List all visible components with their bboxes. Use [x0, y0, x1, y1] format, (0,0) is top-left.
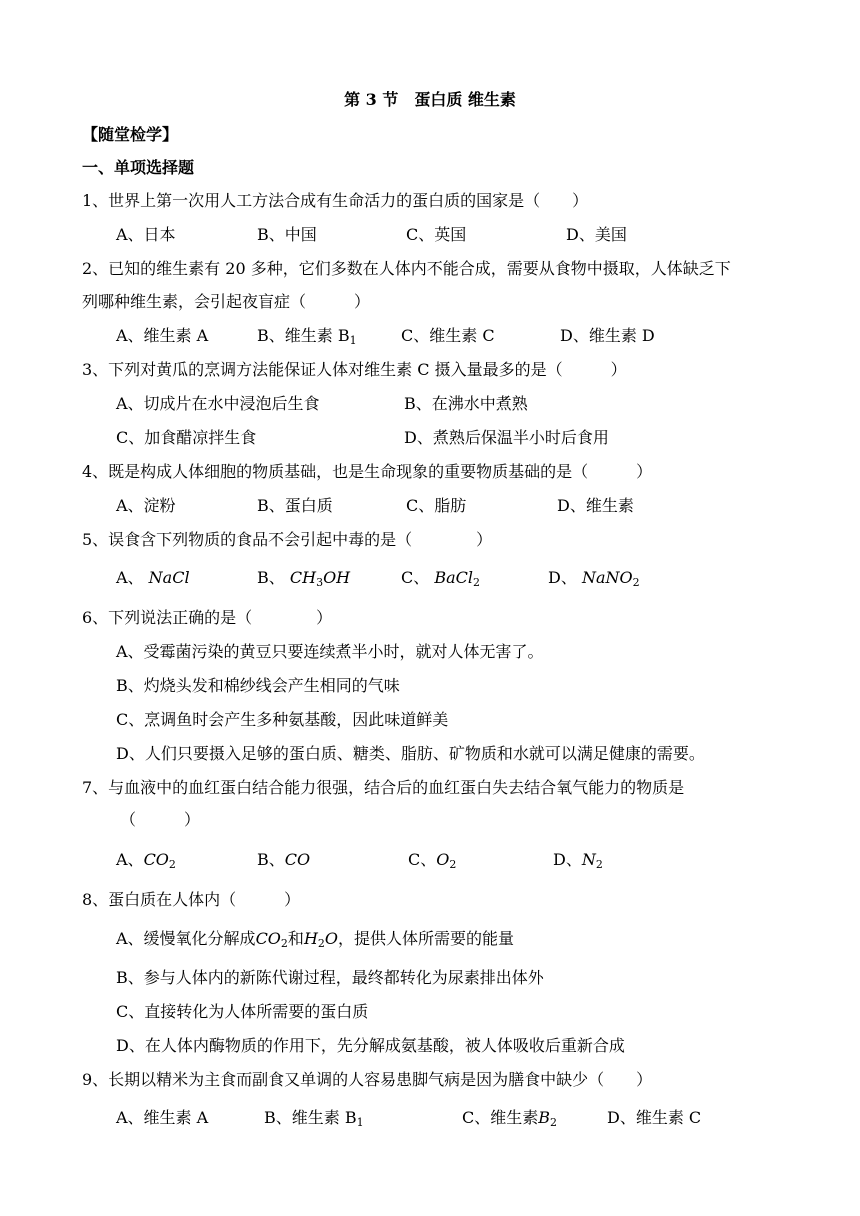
- q7-option-a-label: A、: [116, 850, 144, 869]
- q7-formula-n2-sub: 2: [595, 858, 603, 871]
- q8-option-d: D、在人体内酶物质的作用下，先分解成氨基酸，被人体吸收后重新合成: [116, 1036, 625, 1055]
- q7-option-b-label: B、: [257, 850, 285, 869]
- q9-option-d: D、维生素 C: [607, 1108, 702, 1127]
- q3-option-d: D、煮熟后保温半小时后食用: [404, 428, 609, 447]
- q5-formula-bacl2: BaCl: [434, 568, 473, 587]
- q4-option-b: B、蛋白质: [257, 496, 333, 515]
- q5-option-b: [257, 568, 350, 588]
- q3-option-c: C、加食醋凉拌生食: [116, 428, 257, 447]
- q4-option-a: A、淀粉: [116, 496, 176, 515]
- q9-option-c-sub: 2: [550, 1116, 558, 1129]
- q1-option-d: D、美国: [566, 225, 627, 244]
- q5-option-c: [401, 568, 480, 588]
- question-7-stem-line1: 7、与血液中的血红蛋白结合能力很强，结合后的血红蛋白失去结合氧气能力的物质是: [82, 778, 685, 797]
- q8-option-a-mid: 和: [287, 929, 304, 948]
- section-heading: 【随堂检学】: [82, 125, 179, 144]
- q8-option-a-post: ，提供人体所需要的能量: [338, 929, 515, 948]
- q8-formula-co2-sub: 2: [280, 937, 288, 950]
- q1-option-b: B、中国: [257, 225, 317, 244]
- q2-option-b: [257, 326, 357, 346]
- q7-option-a: [116, 850, 176, 870]
- q7-formula-o2: O: [436, 850, 450, 869]
- q6-option-d: D、人们只要摄入足够的蛋白质、糖类、脂肪、矿物质和水就可以满足健康的需要。: [116, 744, 705, 763]
- q8-formula-co2: CO: [255, 929, 281, 948]
- q8-option-b: B、参与人体内的新陈代谢过程，最终都转化为尿素排出体外: [116, 968, 544, 987]
- q7-formula-n2: N: [581, 850, 596, 869]
- question-7-stem-line2: （ ）: [120, 810, 201, 829]
- q5-formula-nano2-sub: 2: [632, 576, 640, 589]
- q9-option-b-sub: 1: [356, 1116, 364, 1129]
- q7-formula-o2-sub: 2: [449, 858, 457, 871]
- question-6-stem: 6、下列说法正确的是（ ）: [82, 608, 333, 627]
- question-2-stem-line2: 列哪种维生素，会引起夜盲症（ ）: [82, 292, 371, 311]
- q5-option-a: [116, 568, 190, 588]
- q6-option-b: B、灼烧头发和棉纱线会产生相同的气味: [116, 676, 400, 695]
- q8-option-a-pre: A、缓慢氧化分解成: [116, 929, 256, 948]
- q5-option-d-label: D、: [548, 568, 577, 587]
- q7-option-d: [553, 850, 603, 870]
- q3-option-a: A、切成片在水中浸泡后生食: [116, 394, 320, 413]
- question-9-stem: 9、长期以精米为主食而副食又单调的人容易患脚气病是因为膳食中缺少（ ）: [82, 1070, 653, 1089]
- q8-formula-h2o-o: O: [324, 929, 339, 948]
- q1-option-a: A、日本: [116, 225, 176, 244]
- q2-option-b-text: B、维生素 B: [257, 326, 350, 345]
- q2-option-a: A、维生素 A: [116, 326, 209, 345]
- q5-formula-nacl: NaCl: [148, 568, 190, 587]
- q7-option-c-label: C、: [408, 850, 437, 869]
- q6-option-a: A、受霉菌污染的黄豆只要连续煮半小时，就对人体无害了。: [116, 642, 544, 661]
- q5-option-a-label: A、: [116, 568, 144, 587]
- q9-option-a: A、维生素 A: [116, 1108, 209, 1127]
- q7-option-d-label: D、: [553, 850, 582, 869]
- q4-option-c: C、脂肪: [406, 496, 467, 515]
- q8-formula-h2o-h: H: [303, 929, 318, 948]
- q9-option-c: [462, 1108, 557, 1128]
- q4-option-d: D、维生素: [557, 496, 634, 515]
- q7-option-b: [257, 850, 310, 870]
- question-8-stem: 8、蛋白质在人体内（ ）: [82, 890, 301, 909]
- q7-formula-co2-sub: 2: [168, 858, 176, 871]
- part-heading: 一、单项选择题: [82, 158, 195, 177]
- q5-formula-ch3oh-a: CH: [289, 568, 317, 587]
- q5-option-d: [548, 568, 640, 588]
- q9-option-c-chem: B: [538, 1108, 551, 1127]
- q9-option-b-text: B、维生素 B: [264, 1108, 357, 1127]
- question-1-stem: 1、世界上第一次用人工方法合成有生命活力的蛋白质的国家是（ ）: [82, 191, 589, 210]
- q7-option-c: [408, 850, 456, 870]
- q8-option-c: C、直接转化为人体所需要的蛋白质: [116, 1002, 369, 1021]
- question-5-stem: 5、误食含下列物质的食品不会引起中毒的是（ ）: [82, 530, 493, 549]
- q7-formula-co2: CO: [143, 850, 169, 869]
- q2-option-b-sub: 1: [349, 334, 357, 347]
- q5-formula-bacl2-sub: 2: [473, 576, 480, 589]
- q9-option-c-text: C、维生素: [462, 1108, 539, 1127]
- q6-option-c: C、烹调鱼时会产生多种氨基酸，因此味道鲜美: [116, 710, 449, 729]
- q5-option-c-label: C、: [401, 568, 430, 587]
- q8-option-a: [116, 929, 514, 949]
- q5-option-b-label: B、: [257, 568, 285, 587]
- q2-option-c: C、维生素 C: [401, 326, 495, 345]
- q3-option-b: B、在沸水中煮熟: [404, 394, 528, 413]
- question-4-stem: 4、既是构成人体细胞的物质基础，也是生命现象的重要物质基础的是（ ）: [82, 462, 653, 481]
- page-title: 第 3 节 蛋白质 维生素: [344, 90, 516, 109]
- q9-option-b: [264, 1108, 364, 1128]
- question-3-stem: 3、下列对黄瓜的烹调方法能保证人体对维生素 C 摄入量最多的是（ ）: [82, 360, 627, 379]
- q2-option-d: D、维生素 D: [560, 326, 655, 345]
- q7-formula-co: CO: [284, 850, 311, 869]
- q1-option-c: C、英国: [406, 225, 467, 244]
- question-2-stem-line1: 2、已知的维生素有 20 多种，它们多数在人体内不能合成，需要从食物中摄取，人体缺乏下: [82, 259, 731, 278]
- q5-formula-ch3oh-b: OH: [323, 568, 351, 587]
- q8-formula-h2o-sub: 2: [317, 937, 325, 950]
- q5-formula-ch3oh-sub: 3: [316, 576, 324, 589]
- q5-formula-nano2: NaNO: [581, 568, 633, 587]
